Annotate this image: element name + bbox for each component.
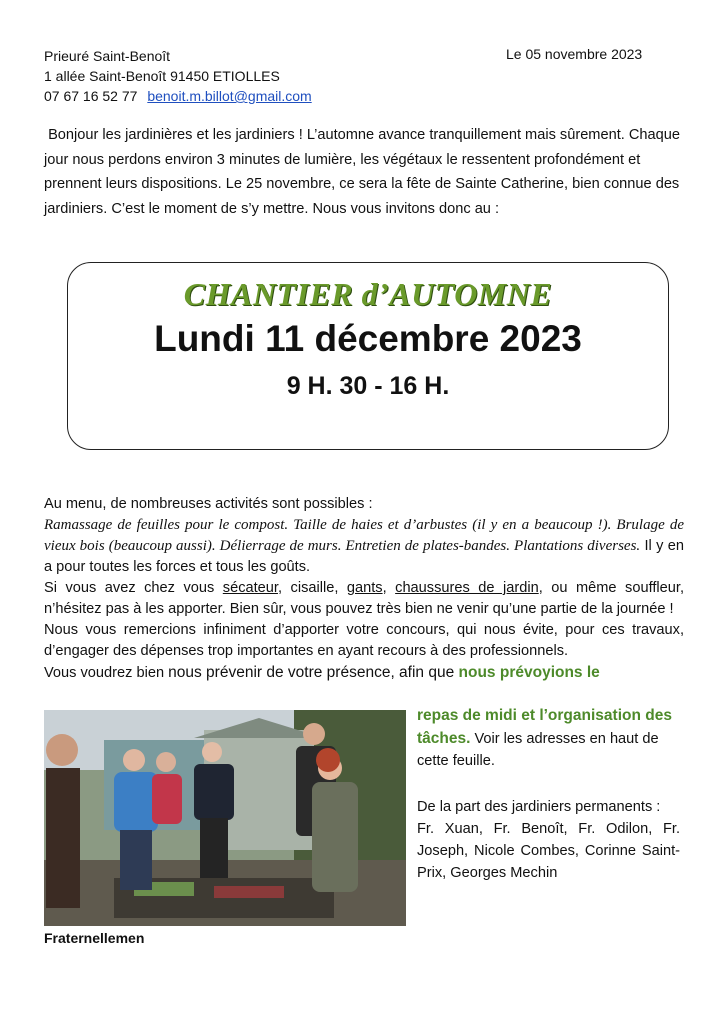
signoff-lead: De la part des jardiniers permanents : [417, 799, 661, 815]
photo-illustration [44, 710, 406, 926]
event-time: 9 H. 30 - 16 H. [286, 372, 450, 400]
intro-paragraph [44, 123, 684, 221]
notice-text-1: Vous voudrez bien [44, 665, 169, 681]
tools-paragraph [44, 578, 684, 620]
sender-address: 1 allée Saint-Benoît 91450 ETIOLLES [44, 68, 280, 84]
thanks-paragraph: Nous vous remercions infiniment d’apporter votre concours, qui nous évite, pour ces travaux, d’engager des dépenses trop importantes en ayant recours à des professionnels. [44, 622, 684, 659]
sender-phone: 07 67 16 52 77 [44, 88, 138, 104]
event-title: CHANTIER d’AUTOMNE [183, 276, 553, 312]
activities-tail: Il y en a pour toutes les forces et tous les goûts. [44, 538, 684, 575]
tools-text-2: , cisaille, [277, 580, 347, 596]
tools-text-3: , [382, 580, 396, 596]
activities-paragraph [44, 515, 684, 578]
tool-gants: gants [346, 580, 383, 596]
notice-text-2: nous prévenir de votre présence, afin que [168, 664, 459, 681]
letter-date: Le 05 novembre 2023 [506, 46, 643, 62]
event-date: Lundi 11 décembre 2023 [154, 318, 582, 359]
menu-lead: Au menu, de nombreuses activités sont possibles : [44, 496, 373, 512]
signoff-block [417, 796, 680, 884]
closing-word: Fraternellemen [44, 930, 145, 946]
tools-text-4: , ou même souffleur, n’hésitez pas à les apporter. Bien sûr, vous pouvez très bien ne venir qu’une partie de la journée ! [44, 580, 684, 617]
menu-section [44, 494, 684, 684]
tool-secateur: sécateur [222, 580, 278, 596]
email-link[interactable]: benoit.m.billot@gmail.com [147, 88, 312, 104]
activities-list: Ramassage de feuilles pour le compost. Taille de haies et d’arbustes (il y en a beaucoup !). Brulage de vieux bois (beaucoup aussi). Délierrage de murs. Entretien de plates-bandes. Plantations diverses. [44, 517, 684, 554]
tool-chaussures: chaussures de jardin [395, 580, 539, 596]
sender-block [44, 46, 312, 106]
notice-text-3: Voir les adresses en haut de cette feuille. [417, 730, 659, 769]
signoff-names: Fr. Xuan, Fr. Benoît, Fr. Odilon, Fr. Joseph, Nicole Combes, Corinne Saint-Prix, Georges Mechin [417, 821, 680, 881]
notice-highlight-1: nous prévoyions le [458, 664, 600, 681]
notice-line [44, 662, 684, 684]
notice-continuation [417, 705, 680, 773]
tools-text-1: Si vous avez chez vous [44, 580, 223, 596]
sender-name: Prieuré Saint-Benoît [44, 48, 171, 64]
notice-highlight-2: repas de midi et l’organisation des tâches. [417, 707, 672, 747]
contact-line [44, 86, 312, 106]
gardeners-photo [44, 710, 406, 926]
intro-text: Bonjour les jardinières et les jardiniers ! L’automne avance tranquillement mais sûrement. Chaque jour nous perdons environ 3 minutes de lumière, les végétaux le ressentent profondément et prennent leurs dispositions. Le 25 novembre, ce sera la fête de Sainte Catherine, bien connue des jardiniers. C’est le moment de s’y mettre. Nous vous invitons donc au : [44, 127, 680, 217]
